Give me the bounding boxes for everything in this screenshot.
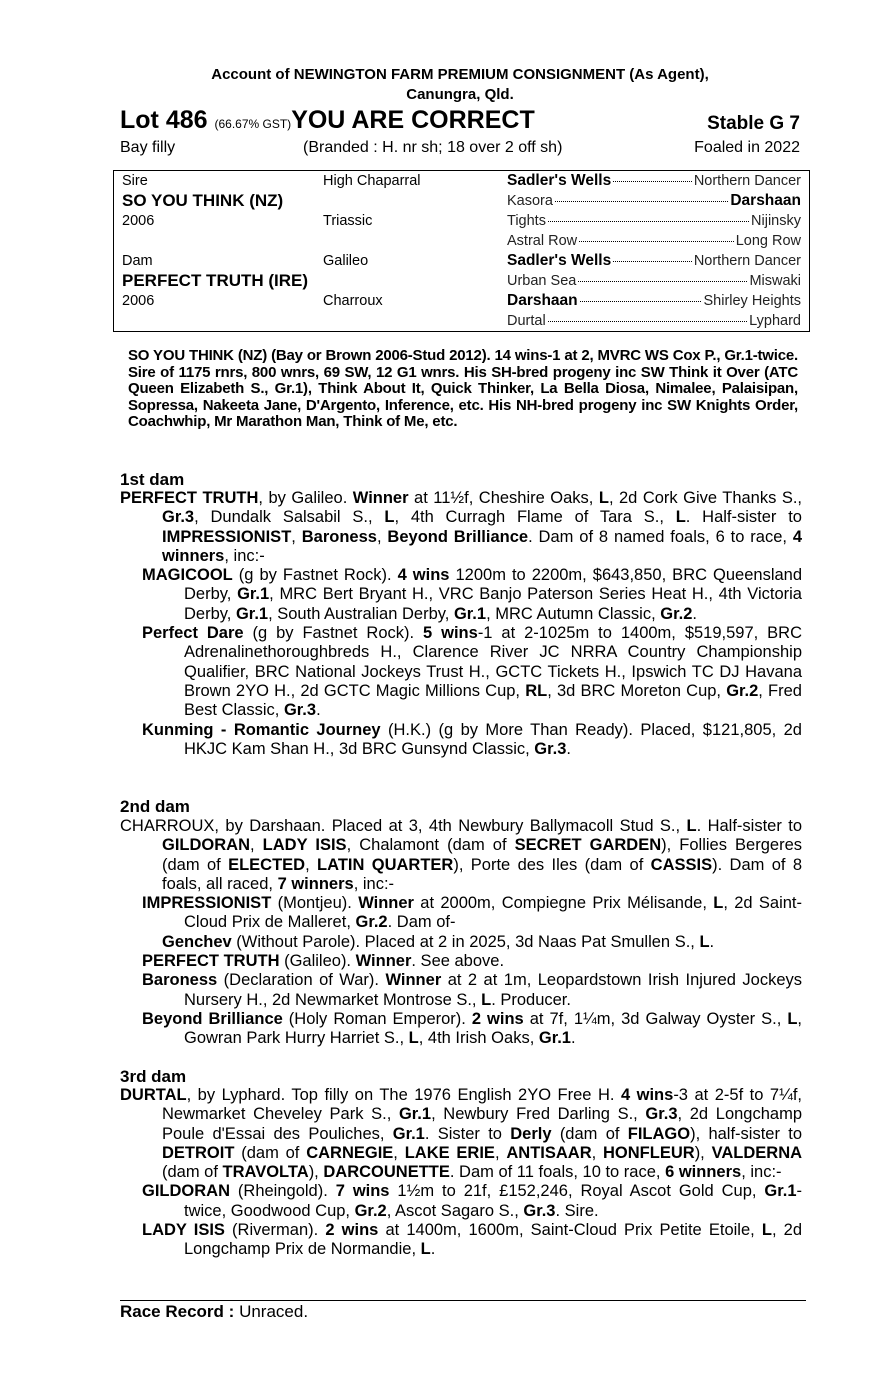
pedigree-col1: 2006 bbox=[122, 293, 155, 309]
ancestor-left: Darshaan bbox=[507, 292, 578, 309]
text-run: ), half-sister to bbox=[690, 1124, 803, 1143]
pedigree-paragraph bbox=[142, 1221, 802, 1260]
bold-run: IMPRESSIONIST bbox=[162, 527, 292, 546]
bold-run: Gr.3 bbox=[523, 1201, 556, 1220]
text-run: . Dam of- bbox=[387, 913, 456, 932]
bold-run: Baroness bbox=[142, 971, 218, 990]
bold-run: L bbox=[686, 817, 697, 835]
text-run: at 7f, 1¼m, 3d Galway Oyster S., bbox=[523, 1009, 788, 1028]
pedigree-col2: High Chaparral bbox=[323, 173, 421, 189]
text-run: , bbox=[393, 1143, 405, 1162]
pedigree-ancestors bbox=[499, 271, 810, 291]
ancestor-right: Lyphard bbox=[749, 313, 801, 329]
text-run: . bbox=[709, 932, 715, 951]
pedigree-ancestors bbox=[499, 291, 810, 311]
text-run: (Riverman). bbox=[224, 1221, 326, 1240]
text-run: , Chalamont (dam of bbox=[346, 836, 515, 855]
leader-dots bbox=[555, 201, 728, 202]
third-dam-heading: 3rd dam bbox=[120, 1067, 187, 1086]
leader-dots bbox=[580, 301, 702, 302]
text-run: (g by Fastnet Rock). bbox=[243, 624, 424, 643]
text-run: , 2d Cork Give Thanks S., bbox=[608, 489, 802, 507]
text-run: , bbox=[494, 1143, 507, 1162]
first-dam-block bbox=[0, 489, 871, 759]
text-run: (Holy Roman Emperor). bbox=[282, 1009, 472, 1028]
pedigree-col1: PERFECT TRUTH (IRE) bbox=[122, 271, 309, 290]
pedigree-paragraph bbox=[142, 624, 802, 720]
ancestor-left: Urban Sea bbox=[507, 273, 577, 289]
text-run: , 4th Curragh Flame of Tara S., bbox=[394, 508, 676, 527]
bold-run: DETROIT bbox=[162, 1143, 235, 1162]
bold-run: L bbox=[713, 894, 724, 913]
bold-run: Gr.3 bbox=[534, 739, 567, 758]
bold-run: Gr.1 bbox=[764, 1182, 797, 1201]
sex-colour: Bay filly bbox=[120, 139, 176, 156]
bold-run: DURTAL bbox=[120, 1086, 187, 1104]
bold-run: Gr.2 bbox=[355, 913, 388, 932]
bold-run: FILAGO bbox=[627, 1124, 691, 1143]
text-run: , South Australian Derby, bbox=[268, 604, 454, 623]
text-run: . Half-sister to bbox=[696, 817, 802, 835]
bold-run: CARNEGIE bbox=[306, 1143, 394, 1162]
pedigree-row bbox=[114, 211, 810, 231]
text-run: . Producer. bbox=[491, 990, 571, 1009]
bold-run: 4 wins bbox=[620, 1086, 674, 1104]
pedigree-col2: Charroux bbox=[323, 293, 383, 309]
foaled: Foaled in 2022 bbox=[694, 139, 800, 156]
bold-run: Genchev bbox=[162, 932, 232, 951]
text-run: at 2000m, Compiegne Prix Mélisande, bbox=[413, 894, 714, 913]
text-run: , Gowran Park Hurry Harriet S., bbox=[184, 1009, 802, 1048]
race-record-label: Race Record : bbox=[120, 1302, 235, 1321]
bold-run: 2 wins bbox=[325, 1221, 379, 1240]
bold-run: L bbox=[481, 990, 492, 1009]
bold-run: Gr.1 bbox=[235, 604, 269, 623]
pedigree-table bbox=[113, 170, 810, 332]
bold-run: ANTISAAR bbox=[506, 1143, 592, 1162]
text-run: , bbox=[305, 855, 318, 874]
bold-run: 7 winners bbox=[277, 874, 354, 893]
bold-run: Gr.1 bbox=[538, 1029, 571, 1048]
gst-note: (66.67% GST) bbox=[214, 117, 292, 131]
text-run: . bbox=[692, 604, 697, 623]
text-run: (Declaration of War). bbox=[217, 971, 386, 990]
text-run: . Half-sister to bbox=[685, 508, 802, 527]
bold-run: Winner bbox=[352, 489, 409, 507]
text-run: . bbox=[570, 1029, 576, 1048]
bold-run: LADY ISIS bbox=[262, 836, 347, 855]
bold-run: L bbox=[598, 489, 609, 507]
ancestor-left: Sadler's Wells bbox=[507, 252, 612, 269]
stable-label: Stable G 7 bbox=[707, 113, 800, 134]
ancestor-right: Long Row bbox=[735, 233, 801, 249]
pedigree-col1 bbox=[114, 231, 316, 251]
pedigree-paragraph bbox=[142, 952, 802, 971]
pedigree-row bbox=[114, 171, 810, 192]
bold-run: Gr.1 bbox=[398, 1105, 432, 1124]
bold-run: L bbox=[699, 932, 710, 951]
text-run: , Ascot Sagaro S., bbox=[386, 1201, 524, 1220]
text-run: 1200m to 2200m, $643,850, BRC Queensland Derby, bbox=[184, 566, 803, 604]
bold-run: Winner bbox=[358, 894, 414, 913]
race-record-value: Unraced. bbox=[239, 1302, 309, 1321]
text-run: , inc:- bbox=[224, 546, 265, 565]
lot-number: Lot 486 bbox=[120, 106, 208, 134]
bold-run: HONFLEUR bbox=[603, 1143, 695, 1162]
text-run: (dam of bbox=[162, 1163, 223, 1182]
ancestor-left: Sadler's Wells bbox=[507, 172, 612, 189]
bold-run: 4 wins bbox=[397, 566, 450, 585]
text-run: (H.K.) (g by More Than Ready). Placed, $121,805, 2d HKJC Kam Shan H., 3d BRC Gunsynd Classic, bbox=[184, 720, 802, 758]
text-run: (dam of bbox=[234, 1143, 307, 1162]
race-record bbox=[120, 1300, 806, 1322]
text-run: (Without Parole). Placed at 2 in 2025, 3d Naas Pat Smullen S., bbox=[231, 932, 700, 951]
bold-run: Baroness bbox=[301, 527, 377, 546]
text-run: , 2d Saint-Cloud Prix de Malleret, bbox=[184, 894, 802, 932]
leader-dots bbox=[579, 241, 734, 242]
ancestor-right: Shirley Heights bbox=[703, 293, 801, 309]
bold-run: L bbox=[761, 1221, 772, 1240]
bold-run: Gr.2 bbox=[726, 681, 759, 700]
text-run: (Montjeu). bbox=[271, 894, 359, 913]
text-run: . Dam of 8 named foals, 6 to race, bbox=[528, 527, 793, 546]
bold-run: Gr.2 bbox=[660, 604, 693, 623]
bold-run: Gr.3 bbox=[283, 701, 317, 720]
sire-summary: SO YOU THINK (NZ) (Bay or Brown 2006-Stud 2012). 14 wins-1 at 2, MVRC WS Cox P., Gr.1-twice. Sire of 1175 rnrs, 800 wnrs, 69 SW, 12 G1 wnrs. His SH-bred progeny inc SW Think it Over (ATC Queen Elizabeth S., Gr.1), Think About It, Quick Thinker, La Bella Diosa, Nimalee, Palaisipan, Sopressa, Nakeeta Jane, D'Argento, Inference, etc. His NH-bred progeny inc SW Knights Order, Coachwhip, Mr Marathon Man, Think of Me, etc. bbox=[128, 347, 798, 430]
pedigree-row bbox=[114, 271, 810, 291]
ancestor-left: Astral Row bbox=[507, 233, 578, 249]
pedigree-paragraph bbox=[162, 933, 802, 952]
text-run: , 2d Longchamp Poule d'Essai des Pouliches, bbox=[162, 1105, 802, 1143]
bold-run: VALDERNA bbox=[711, 1143, 803, 1162]
first-dam-heading: 1st dam bbox=[120, 470, 185, 489]
text-run: , inc:- bbox=[353, 874, 395, 893]
bold-run: ELECTED bbox=[228, 855, 306, 874]
pedigree-ancestors bbox=[499, 251, 810, 271]
pedigree-col1: 2006 bbox=[122, 213, 155, 229]
bold-run: 7 wins bbox=[335, 1182, 390, 1201]
bold-run: 2 wins bbox=[471, 1009, 524, 1028]
pedigree-paragraph bbox=[142, 894, 802, 933]
pedigree-col2: Galileo bbox=[323, 253, 369, 269]
text-run: at 11½f, Cheshire Oaks, bbox=[408, 489, 599, 507]
bold-run: MAGICOOL bbox=[142, 566, 233, 585]
text-run: (Rheingold). bbox=[230, 1182, 336, 1201]
bold-run: PERFECT TRUTH bbox=[142, 952, 280, 971]
text-run: , by Lyphard. Top filly on The 1976 English 2YO Free H. bbox=[186, 1086, 621, 1104]
text-run: . bbox=[316, 701, 321, 720]
pedigree-paragraph bbox=[120, 817, 802, 894]
pedigree-paragraph bbox=[142, 721, 802, 760]
text-run: . bbox=[566, 739, 571, 758]
ancestor-right: Northern Dancer bbox=[693, 253, 801, 269]
ancestor-right: Northern Dancer bbox=[693, 173, 801, 189]
bold-run: SECRET GARDEN bbox=[514, 836, 662, 855]
bold-run: LAKE ERIE bbox=[404, 1143, 495, 1162]
bold-run: Perfect Dare bbox=[142, 624, 244, 643]
bold-run: GILDORAN bbox=[142, 1182, 230, 1201]
bold-run: L bbox=[408, 1029, 419, 1048]
pedigree-paragraph bbox=[142, 1182, 802, 1221]
pedigree-ancestors bbox=[499, 311, 810, 332]
text-run: ), Porte des Iles (dam of bbox=[453, 855, 651, 874]
text-run: , 3d BRC Moreton Cup, bbox=[547, 681, 727, 700]
ancestor-left: Durtal bbox=[507, 313, 546, 329]
text-run: CHARROUX, by Darshaan. Placed at 3, 4th Newbury Ballymacoll Stud S., bbox=[120, 817, 687, 835]
bold-run: CASSIS bbox=[650, 855, 713, 874]
text-run: (dam of bbox=[551, 1124, 628, 1143]
third-dam-block bbox=[0, 1086, 871, 1260]
text-run: , bbox=[250, 836, 263, 855]
bold-run: 6 winners bbox=[665, 1163, 742, 1182]
bold-run: L bbox=[675, 508, 686, 527]
bold-run: Gr.3 bbox=[162, 508, 195, 527]
pedigree-ancestors bbox=[499, 231, 810, 251]
text-run: ), bbox=[308, 1163, 324, 1182]
pedigree-col2: Triassic bbox=[323, 213, 373, 229]
vendor-location: Canungra, Qld. bbox=[406, 86, 514, 103]
bold-run: TRAVOLTA bbox=[222, 1163, 309, 1182]
bold-run: L bbox=[420, 1240, 431, 1259]
bold-run: Beyond Brilliance bbox=[142, 1009, 283, 1028]
bold-run: Gr.1 bbox=[237, 585, 270, 604]
text-run: at 1400m, 1600m, Saint-Cloud Prix Petite Etoile, bbox=[378, 1221, 762, 1240]
pedigree-col1: Sire bbox=[122, 173, 148, 189]
text-run: , 4th Irish Oaks, bbox=[418, 1029, 539, 1048]
bold-run: 5 wins bbox=[423, 624, 478, 643]
second-dam-heading: 2nd dam bbox=[120, 797, 190, 816]
text-run: , bbox=[591, 1143, 604, 1162]
ancestor-right: Nijinsky bbox=[751, 213, 801, 229]
text-run: , Dundalk Salsabil S., bbox=[194, 508, 385, 527]
ancestor-left: Kasora bbox=[507, 193, 553, 209]
bold-run: L bbox=[384, 508, 395, 527]
text-run: (g by Fastnet Rock). bbox=[232, 566, 398, 585]
text-run: -1 at 2-1025m to 1400m, $519,597, BRC Adrenalinethoroughbreds H., Clarence River JC NRRA Country Championship Qualifier, BRC National Jockeys Trust H., GCTC Tickets H., Ipswich TC DJ Havana Brown 2YO H., 2d GCTC Magic Millions Cup, bbox=[184, 624, 802, 700]
bold-run: Beyond Brilliance bbox=[387, 527, 529, 546]
pedigree-col2 bbox=[315, 311, 499, 332]
text-run: , by Galileo. bbox=[258, 489, 353, 507]
leader-dots bbox=[548, 321, 747, 322]
bold-run: L bbox=[787, 1009, 798, 1028]
bold-run: GILDORAN bbox=[162, 836, 250, 855]
ancestor-right: Miswaki bbox=[749, 273, 801, 289]
text-run: ), Follies Bergeres (dam of bbox=[162, 836, 802, 874]
bold-run: Winner bbox=[385, 971, 442, 990]
pedigree-ancestors bbox=[499, 171, 810, 192]
text-run: , 2d Longchamp Prix de Normandie, bbox=[184, 1221, 802, 1259]
text-run: ). Dam of 8 foals, all raced, bbox=[162, 855, 803, 893]
pedigree-paragraph bbox=[142, 1010, 802, 1049]
bold-run: Winner bbox=[355, 952, 412, 971]
pedigree-paragraph bbox=[142, 566, 802, 624]
pedigree-col1 bbox=[114, 311, 316, 332]
leader-dots bbox=[578, 281, 747, 282]
text-run: 1½m to 21f, £152,246, Royal Ascot Gold Cup, bbox=[389, 1182, 765, 1201]
pedigree-ancestors bbox=[499, 191, 810, 211]
text-run: at 2 at 1m, Leopardstown Irish Injured Jockeys Nursery H., 2d Newmarket Montrose S., bbox=[184, 971, 802, 1009]
text-run: . See above. bbox=[411, 952, 505, 971]
leader-dots bbox=[613, 181, 692, 182]
pedigree-paragraph bbox=[120, 1086, 802, 1182]
bold-run: RL bbox=[525, 681, 548, 700]
text-run: , MRC Bert Bryant H., VRC Banjo Paterson Series Heat H., 4th Victoria Derby, bbox=[184, 585, 802, 623]
text-run: . bbox=[430, 1240, 436, 1259]
text-run: . Sire. bbox=[555, 1201, 599, 1220]
text-run: -twice, Goodwood Cup, bbox=[184, 1182, 802, 1220]
text-run: , Fred Best Classic, bbox=[184, 681, 802, 720]
bold-run: Gr.2 bbox=[354, 1201, 387, 1220]
text-run: . Dam of 11 foals, 10 to race, bbox=[449, 1163, 666, 1182]
text-run: , inc:- bbox=[741, 1163, 782, 1182]
ancestor-left: Tights bbox=[507, 213, 546, 229]
bold-run: Gr.1 bbox=[453, 604, 487, 623]
ancestor-right: Darshaan bbox=[730, 192, 801, 209]
pedigree-row bbox=[114, 291, 810, 311]
text-run: , MRC Autumn Classic, bbox=[486, 604, 661, 623]
bold-run: IMPRESSIONIST bbox=[142, 894, 272, 913]
text-run: ), bbox=[694, 1143, 712, 1162]
pedigree-paragraph bbox=[120, 489, 802, 566]
bold-run: LADY ISIS bbox=[142, 1221, 225, 1240]
bold-run: Gr.3 bbox=[645, 1105, 678, 1124]
pedigree-row bbox=[114, 231, 810, 251]
bold-run: Kunming - Romantic Journey bbox=[142, 720, 381, 739]
leader-dots bbox=[613, 261, 692, 262]
text-run: , bbox=[376, 527, 388, 546]
text-run: . Sister to bbox=[424, 1124, 511, 1143]
pedigree-col2 bbox=[315, 231, 499, 251]
pedigree-row bbox=[114, 191, 810, 211]
pedigree-paragraph bbox=[142, 971, 802, 1010]
text-run: , bbox=[291, 527, 302, 546]
horse-name: YOU ARE CORRECT bbox=[291, 106, 535, 134]
pedigree-ancestors bbox=[499, 211, 810, 231]
text-run: , Newbury Fred Darling S., bbox=[431, 1105, 646, 1124]
pedigree-col1: Dam bbox=[122, 253, 153, 269]
text-run: (Galileo). bbox=[279, 952, 356, 971]
pedigree-row bbox=[114, 311, 810, 332]
vendor-line: Account of NEWINGTON FARM PREMIUM CONSIGNMENT (As Agent), bbox=[211, 66, 709, 83]
bold-run: 4 winners bbox=[162, 527, 803, 565]
bold-run: DARCOUNETTE bbox=[323, 1163, 450, 1182]
pedigree-col1: SO YOU THINK (NZ) bbox=[122, 191, 284, 210]
bold-run: LATIN QUARTER bbox=[317, 855, 454, 874]
leader-dots bbox=[548, 221, 749, 222]
lot-title bbox=[120, 106, 535, 135]
brand: (Branded : H. nr sh; 18 over 2 off sh) bbox=[303, 139, 563, 156]
second-dam-block bbox=[0, 817, 871, 1049]
pedigree-row bbox=[114, 251, 810, 271]
bold-run: Gr.1 bbox=[392, 1124, 425, 1143]
bold-run: Derly bbox=[510, 1124, 552, 1143]
bold-run: PERFECT TRUTH bbox=[120, 489, 259, 507]
text-run: -3 at 2-5f to 7¼f, Newmarket Cheveley Park S., bbox=[162, 1086, 802, 1124]
